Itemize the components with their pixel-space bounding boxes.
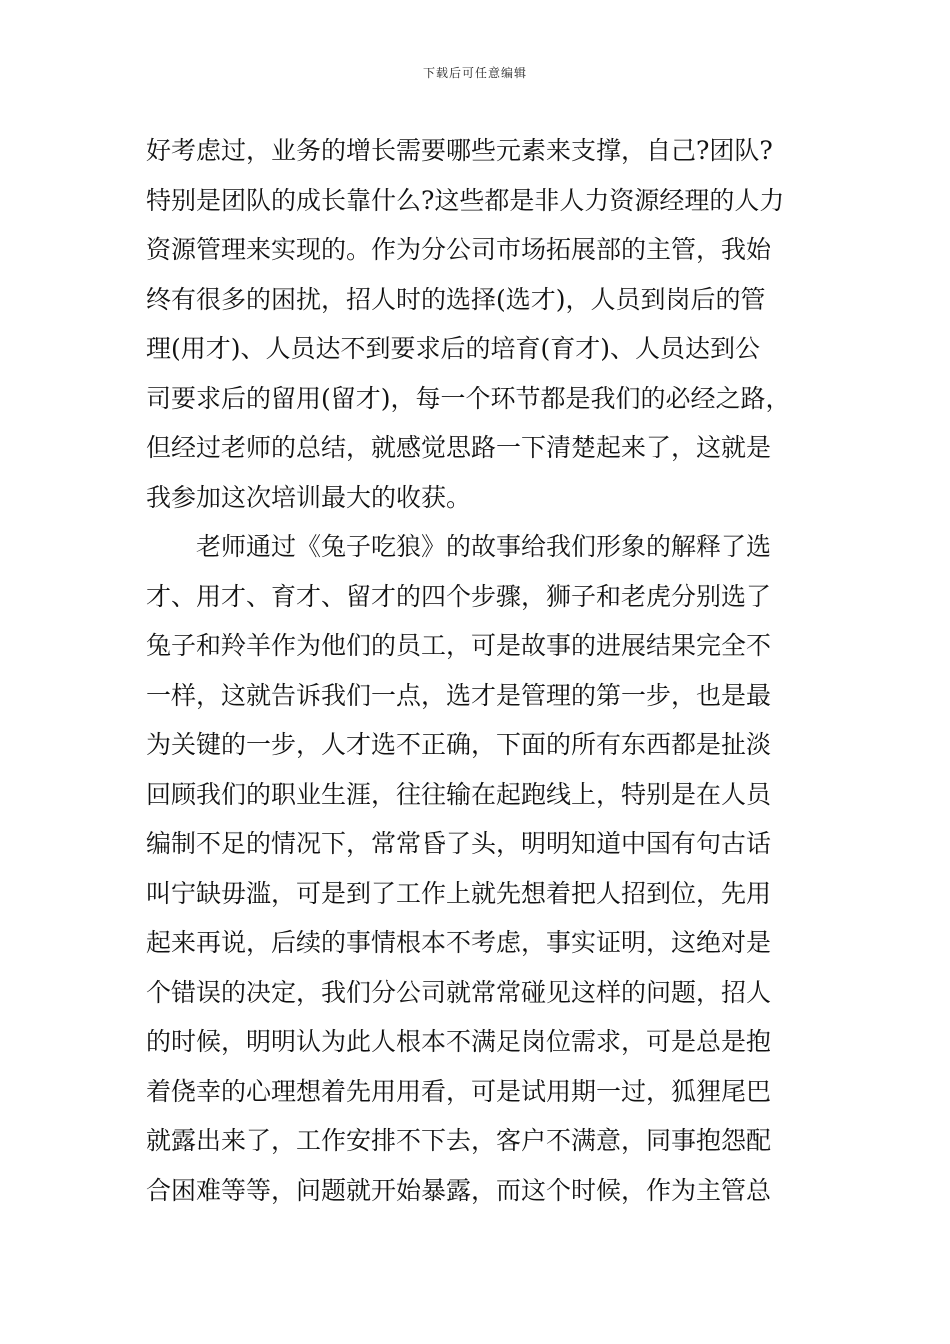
text-line: 特别是团队的成长靠什么?这些都是非人力资源经理的人力 <box>146 185 785 215</box>
text-line: 着侥幸的心理想着先用用看，可是试用期一过，狐狸尾巴 <box>146 1076 772 1106</box>
text-line: 就露出来了，工作安排不下去，客户不满意，同事抱怨配 <box>146 1126 772 1155</box>
text-line: 编制不足的情况下，常常昏了头，明明知道中国有句古话 <box>146 829 772 858</box>
text-line: 叫宁缺毋滥，可是到了工作上就先想着把人招到位，先用 <box>146 878 772 908</box>
text-line: 兔子和羚羊作为他们的员工，可是故事的进展结果完全不 <box>146 631 772 660</box>
text-line: 一样，这就告诉我们一点，选才是管理的第一步，也是最 <box>146 680 772 710</box>
text-line: 为关键的一步，人才选不正确，下面的所有东西都是扯淡 <box>146 730 772 759</box>
paragraph-first-line: 老师通过《兔子吃狼》的故事给我们形象的解释了选 <box>196 532 772 561</box>
text-line: 我参加这次培训最大的收获。 <box>146 482 472 512</box>
text-line: 好考虑过，业务的增长需要哪些元素来支撑，自己?团队? <box>146 136 773 165</box>
text-line: 的时候，明明认为此人根本不满足岗位需求，可是总是抱 <box>146 1027 772 1056</box>
page-header: 下载后可任意编辑 <box>422 66 527 80</box>
text-line: 但经过老师的总结，就感觉思路一下清楚起来了，这就是 <box>146 433 772 462</box>
text-line: 终有很多的困扰，招人时的选择(选才)，人员到岗后的管 <box>146 284 766 314</box>
text-line: 资源管理来实现的。作为分公司市场拓展部的主管，我始 <box>146 235 772 264</box>
text-line: 司要求后的留用(留才)，每一个环节都是我们的必经之路， <box>146 383 791 413</box>
text-line: 理(用才)、人员达不到要求后的培育(育才)、人员达到公 <box>146 334 761 363</box>
text-line: 才、用才、育才、留才的四个步骤，狮子和老虎分别选了 <box>146 581 772 611</box>
text-line: 起来再说，后续的事情根本不考虑，事实证明，这绝对是 <box>146 928 772 957</box>
text-line: 个错误的决定，我们分公司就常常碰见这样的问题，招人 <box>146 977 772 1007</box>
text-line: 合困难等等，问题就开始暴露，而这个时候，作为主管总 <box>146 1175 772 1205</box>
document-body <box>146 126 816 1215</box>
text-line: 回顾我们的职业生涯，往往输在起跑线上，特别是在人员 <box>146 779 772 809</box>
